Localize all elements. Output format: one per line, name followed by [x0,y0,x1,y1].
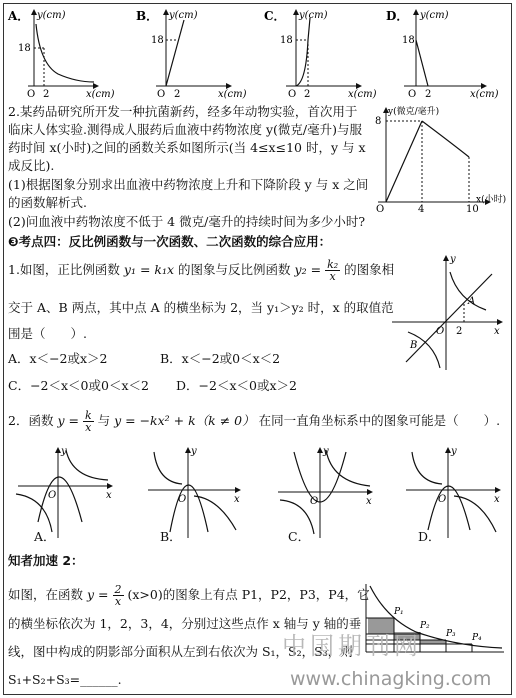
option-b-y18: 18 [151,35,164,46]
p2-d-y: y [451,446,457,457]
p1-graph-origin: O [436,326,445,337]
section-title: ❸考点四：反比例函数与一次函数、二次函数的综合应用： [8,234,332,249]
p1-line1-a: 1.如图，正比例函数 [8,262,120,277]
p1-line1-c: 的图象相 [344,262,395,277]
accel-title: 知者加速 2： [8,553,84,568]
q2-line-2: 临床人体实验.测得成人服药后血液中药物浓度 y(微克/毫升)与服 [8,122,362,137]
p1-graph-y: y [450,254,456,265]
p2-option-d-graph[interactable] [406,446,500,538]
q2-graph-origin: O [376,204,385,214]
p3-graph-p1: P₁ [394,607,404,617]
q2-sub1-line-1: (1)根据图象分别求出血液中药物浓度上升和下降阶段 y 与 x 之间 [8,177,369,192]
option-c-y18: 18 [280,35,293,46]
p2-y-eq: y = [57,413,79,428]
p1-option-d[interactable]: D．−2＜x＜0或x＞2 [176,378,297,393]
option-d-y18: 18 [402,35,415,46]
p2-option-a-graph[interactable] [16,446,112,538]
p2-d-o: O [438,494,447,505]
q2-graph-y8: 8 [375,116,382,127]
option-c-x2: 2 [304,89,311,100]
q2-graph [372,102,510,214]
p2-c-x: x [366,496,372,507]
p2-graphs [8,442,504,542]
p2-line-a: 2．函数 [8,413,54,428]
q2-graph-ylabel: y(微克/毫升) [388,107,440,117]
p1-option-a[interactable]: A．x＜−2或x＞2 [8,351,108,366]
option-d-xlabel: x(cm) [470,89,499,100]
p2-option-b-graph[interactable] [148,446,240,538]
p1-k2-over-x: $\frac{\text{k₂}}{x}$ [327,258,339,283]
p3-y-eq: y = [87,587,109,602]
option-a-origin: O [27,89,36,100]
p2-option-c-label[interactable]: C． [288,529,311,544]
option-c-xlabel: x(cm) [348,89,377,100]
option-d-label: D． [386,9,409,23]
p1-graph-x: x [494,326,500,337]
p2-a-x: x [106,490,112,501]
option-c-ylabel: y(cm) [299,10,328,21]
p2-line-c: 在同一直角坐标系中的图象可能是（ ）. [258,413,501,428]
p2-option-a-label[interactable]: A． [34,529,56,544]
q2-sub1-line-2: 的函数解析式. [8,195,87,210]
p3-line-1 [8,584,370,607]
p2-b-o: O [178,494,187,505]
option-a-x2: 2 [43,89,50,100]
option-b-graph[interactable] [136,9,247,100]
p3-graph-p3: P₃ [446,629,456,639]
option-b-x2: 2 [174,89,181,100]
p1-graph-b: B [410,340,418,351]
p1-line-1 [8,259,394,282]
option-a-y18: 18 [18,43,31,54]
q2-graph-x4: 4 [418,204,425,214]
option-d-x2: 2 [425,89,432,100]
option-a-label: A． [8,9,30,23]
p2-y-eq2: y = −kx² + k（k ≠ 0） [114,413,255,428]
p2-b-x: x [234,494,240,505]
p1-graph-svg [388,250,506,375]
p3-2-over-x: $\frac{2}{x}$ [114,583,122,608]
p2-c-o: O [310,496,319,507]
p2-line-b: 与 [97,413,111,428]
q1-options [6,4,506,100]
p3-line1-a: 如图，在函数 [8,587,84,602]
p3-line1-b: (x>0)的图象上有点 P1，P2，P3，P4，它 [127,587,370,602]
q2-sub2: (2)问血液中药物浓度不低于 4 微克/毫升的持续时间为多少小时? [8,214,366,229]
p2-b-y: y [191,446,197,457]
option-d-graph[interactable] [386,9,499,100]
p3-graph-p4: P₄ [472,633,482,643]
p2-option-d-label[interactable]: D． [418,529,441,544]
p2-d-x: x [494,494,500,505]
p2-graphs-svg [8,442,504,542]
p2-a-o: O [48,490,57,501]
option-b-xlabel: x(cm) [218,89,247,100]
p1-graph-a: A [468,296,476,307]
q2-line-4: 成反比). [8,158,55,173]
option-b-ylabel: y(cm) [169,10,198,21]
option-c-origin: O [288,89,297,100]
p1-line-3: 围是（ ）. [8,326,87,341]
watermark-url: www.chinagking.com [290,668,492,690]
p1-graph-two: 2 [456,326,463,337]
p2-k-over-x: $\frac{k}{x}$ [84,409,92,434]
p3-line-2: 的横坐标依次为 1，2，3，4，分别过这些点作 x 轴与 y 轴的垂 [8,616,362,631]
q1-graphs-svg [6,4,506,100]
q2-graph-xlabel: x(小时) [476,195,507,205]
p1-y1-eq: y₁ = k₁x [123,262,175,277]
p1-option-c[interactable]: C．−2＜x＜0或0＜x＜2 [8,378,149,393]
q2-graph-svg [372,102,510,214]
p1-line1-b: 的图象与反比例函数 [178,262,291,277]
option-c-graph[interactable] [264,9,377,100]
p2-option-c-graph[interactable] [278,446,372,538]
option-a-ylabel: y(cm) [37,10,66,21]
p1-graph [388,250,506,375]
option-b-origin: O [157,89,166,100]
p2-option-b-label[interactable]: B． [160,529,182,544]
p3-graph-p2: P₂ [420,621,430,631]
q2-line-1: 2.某药品研究所开发一种抗菌新药，经多年动物实验，首次用于 [8,104,358,119]
option-a-xlabel: x(cm) [86,89,115,100]
q2-line-3: 药时间 x(小时)之间的函数关系如图所示(当 4≤x≤10 时，y 与 x [8,140,366,155]
option-d-ylabel: y(cm) [420,10,449,21]
p2-line [8,410,500,433]
option-c-label: C． [264,9,286,23]
p2-a-y: y [61,446,67,457]
p1-line-2: 交于 A、B 两点，其中点 A 的横坐标为 2，当 y₁＞y₂ 时，x 的取值范 [8,300,394,315]
p1-option-b[interactable]: B．x＜−2或0＜x＜2 [160,351,281,366]
p2-c-y: y [323,446,329,457]
watermark-cn: 中国期刊网 [282,632,422,660]
p3-line-4: S₁+S₂+S₃=______. [8,672,122,687]
p1-y2-eq: y₂ = [294,262,322,277]
option-b-label: B． [136,9,159,23]
option-a-graph[interactable] [7,9,115,100]
p3-line-3: 线，图中构成的阴影部分面积从左到右依次为 S₁，S₂，S₃，则 [8,644,353,659]
option-d-origin: O [408,89,417,100]
q2-graph-x10: 10 [466,204,479,214]
